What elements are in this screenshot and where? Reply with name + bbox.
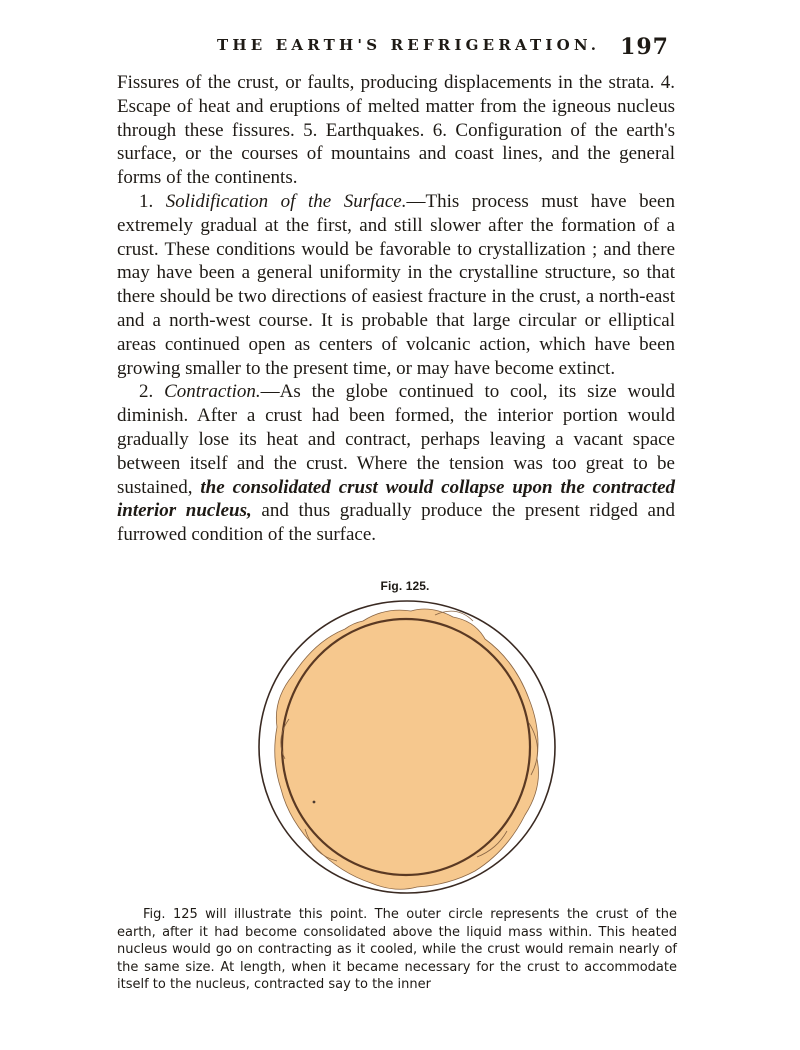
paragraph-contraction — [117, 380, 675, 547]
paragraph-number: 1. — [139, 190, 154, 212]
caption-text: Fig. 125 will illustrate this point. The outer circle represents the crust of the earth, after it had become consolidated above the liquid mass within. This heated nucleus would go on contracting as it cooled, while the crust would remain nearly of the same size. At length, when it became necessary for the crust to accommodate itself to the nucleus, contracted say to the inner — [117, 907, 677, 992]
running-head-title: THE EARTH'S REFRIGERATION. — [217, 36, 601, 54]
emphasized-statement: the consolidated crust would collapse upon the contracted interior nucleus, — [117, 476, 676, 522]
running-head — [117, 36, 677, 58]
section-title-solidification: Solidification of the Surface. — [165, 190, 407, 212]
paragraph-text: —As the globe continued to cool, its size would diminish. After a crust had been formed, the interior portion would gradually lose its heat and contract, perhaps leaving a vacant space between itself and the crust. Where the tension was too great to be sustained, — [117, 381, 675, 498]
figure-125 — [245, 579, 565, 899]
crust-diagram — [245, 599, 565, 899]
paragraph-text-end: and thus gradually produce the present ridged and furrowed condition of the surface. — [117, 500, 675, 546]
igneous-nucleus — [282, 619, 530, 875]
paragraph-number: 2. — [139, 381, 154, 403]
body-text — [117, 71, 675, 547]
speck — [313, 801, 316, 804]
figure-label: Fig. 125. — [380, 579, 430, 593]
paragraph-fissures: Fissures of the crust, or faults, producing displacements in the strata. 4. Escape of heat and eruptions of melted matter from the igneous nucleus through these fissures. 5. Earthquakes. 6. Configuration of the earth's surface, or the courses of mountains and coast lines, and the general forms of the continents. — [117, 72, 675, 189]
page-number: 197 — [620, 34, 669, 60]
section-title-contraction: Contraction. — [164, 381, 261, 403]
paragraph-text: —This process must have been extremely gradual at the first, and still slower after the formation of a crust. These conditions would be favorable to crystallization ; and there may have been a general uniformity in the crystalline structure, so that there should be two directions of easiest fracture in the crust, a north-east and a north-west course. It is probable that large circular or elliptical areas continued open as centers of volcanic action, which have been growing smaller to the present time, or may have become extinct. — [117, 190, 675, 379]
paragraph-solidification — [117, 190, 675, 380]
figure-caption — [117, 906, 677, 994]
